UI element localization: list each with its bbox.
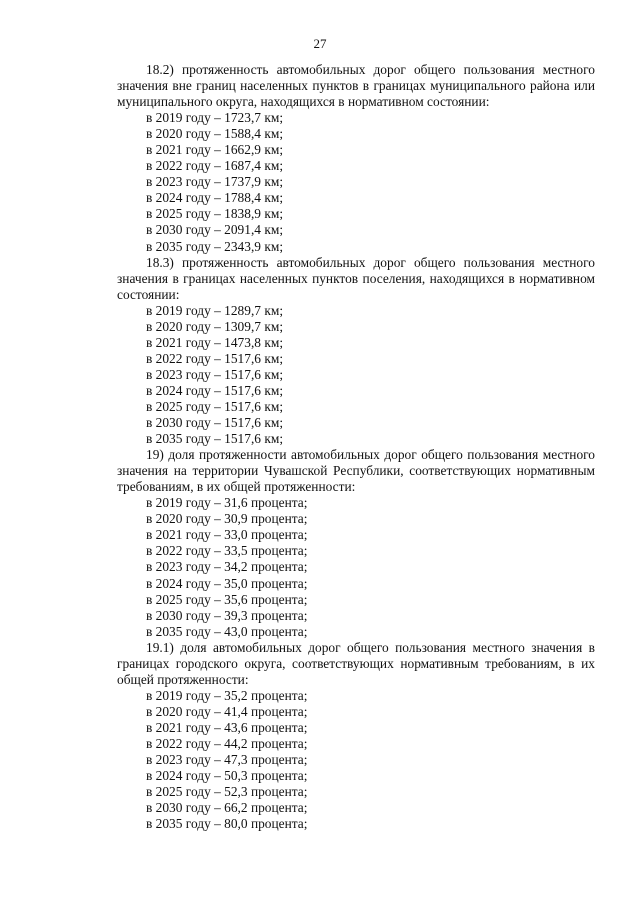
list-item: в 2023 году – 1517,6 км; xyxy=(146,366,284,382)
list-item: в 2019 году – 35,2 процента; xyxy=(146,687,308,703)
list-item: в 2035 году – 80,0 процента; xyxy=(146,816,308,832)
section-19 xyxy=(117,447,595,640)
list-item: в 2035 году – 43,0 процента; xyxy=(146,623,308,639)
list-item: в 2021 году – 43,6 процента; xyxy=(146,719,308,735)
document-body xyxy=(117,62,595,832)
section-heading: 18.2) протяженность автомобильных дорог общего пользования местного значения вне границ населенных пунктов в границах муниципального района или муниципального округа, находящихся в нормативном состоянии: xyxy=(117,62,595,110)
list-item: в 2022 году – 1687,4 км; xyxy=(146,158,284,174)
list-item: в 2020 году – 1309,7 км; xyxy=(146,318,284,334)
list-item: в 2030 году – 39,3 процента; xyxy=(146,607,308,623)
list-item: в 2022 году – 1517,6 км; xyxy=(146,350,284,366)
list-item: в 2022 году – 33,5 процента; xyxy=(146,543,308,559)
list-item: в 2021 году – 1662,9 км; xyxy=(146,142,284,158)
list-item: в 2024 году – 1517,6 км; xyxy=(146,382,284,398)
section-19-1 xyxy=(117,640,595,833)
page-number: 27 xyxy=(313,36,327,51)
list-item: в 2025 году – 35,6 процента; xyxy=(146,591,308,607)
list-item: в 2019 году – 1723,7 км; xyxy=(146,110,284,126)
section-heading: 19.1) доля автомобильных дорог общего пользования местного значения в границах городского округа, соответствующих нормативным требованиям, в их общей протяженности: xyxy=(117,639,595,687)
list-item: в 2022 году – 44,2 процента; xyxy=(146,735,308,751)
list-item: в 2025 году – 1517,6 км; xyxy=(146,398,284,414)
list-item: в 2024 году – 50,3 процента; xyxy=(146,768,308,784)
list-item: в 2021 году – 1473,8 км; xyxy=(146,334,284,350)
list-item: в 2019 году – 1289,7 км; xyxy=(146,302,284,318)
section-18-2 xyxy=(117,62,595,255)
list-item: в 2030 году – 2091,4 км; xyxy=(146,222,284,238)
list-item: в 2020 году – 41,4 процента; xyxy=(146,703,308,719)
section-heading: 19) доля протяженности автомобильных дорог общего пользования местного значения на территории Чувашской Республики, соответствующих нормативным требованиям, в их общей протяженности: xyxy=(117,447,595,495)
list-item: в 2024 году – 1788,4 км; xyxy=(146,190,284,206)
list-item: в 2020 году – 30,9 процента; xyxy=(146,511,308,527)
list-item: в 2035 году – 1517,6 км; xyxy=(146,431,284,447)
list-item: в 2025 году – 52,3 процента; xyxy=(146,784,308,800)
list-item: в 2024 году – 35,0 процента; xyxy=(146,575,308,591)
list-item: в 2030 году – 66,2 процента; xyxy=(146,800,308,816)
list-item: в 2023 году – 34,2 процента; xyxy=(146,559,308,575)
section-18-3 xyxy=(117,255,595,448)
list-item: в 2025 году – 1838,9 км; xyxy=(146,206,284,222)
list-item: в 2021 году – 33,0 процента; xyxy=(146,527,308,543)
list-item: в 2020 году – 1588,4 км; xyxy=(146,126,284,142)
section-heading: 18.3) протяженность автомобильных дорог общего пользования местного значения в границах населенных пунктов поселения, находящихся в нормативном состоянии: xyxy=(117,254,595,302)
list-item: в 2035 году – 2343,9 км; xyxy=(146,238,284,254)
list-item: в 2023 году – 47,3 процента; xyxy=(146,752,308,768)
list-item: в 2019 году – 31,6 процента; xyxy=(146,495,308,511)
list-item: в 2030 году – 1517,6 км; xyxy=(146,415,284,431)
list-item: в 2023 году – 1737,9 км; xyxy=(146,174,284,190)
